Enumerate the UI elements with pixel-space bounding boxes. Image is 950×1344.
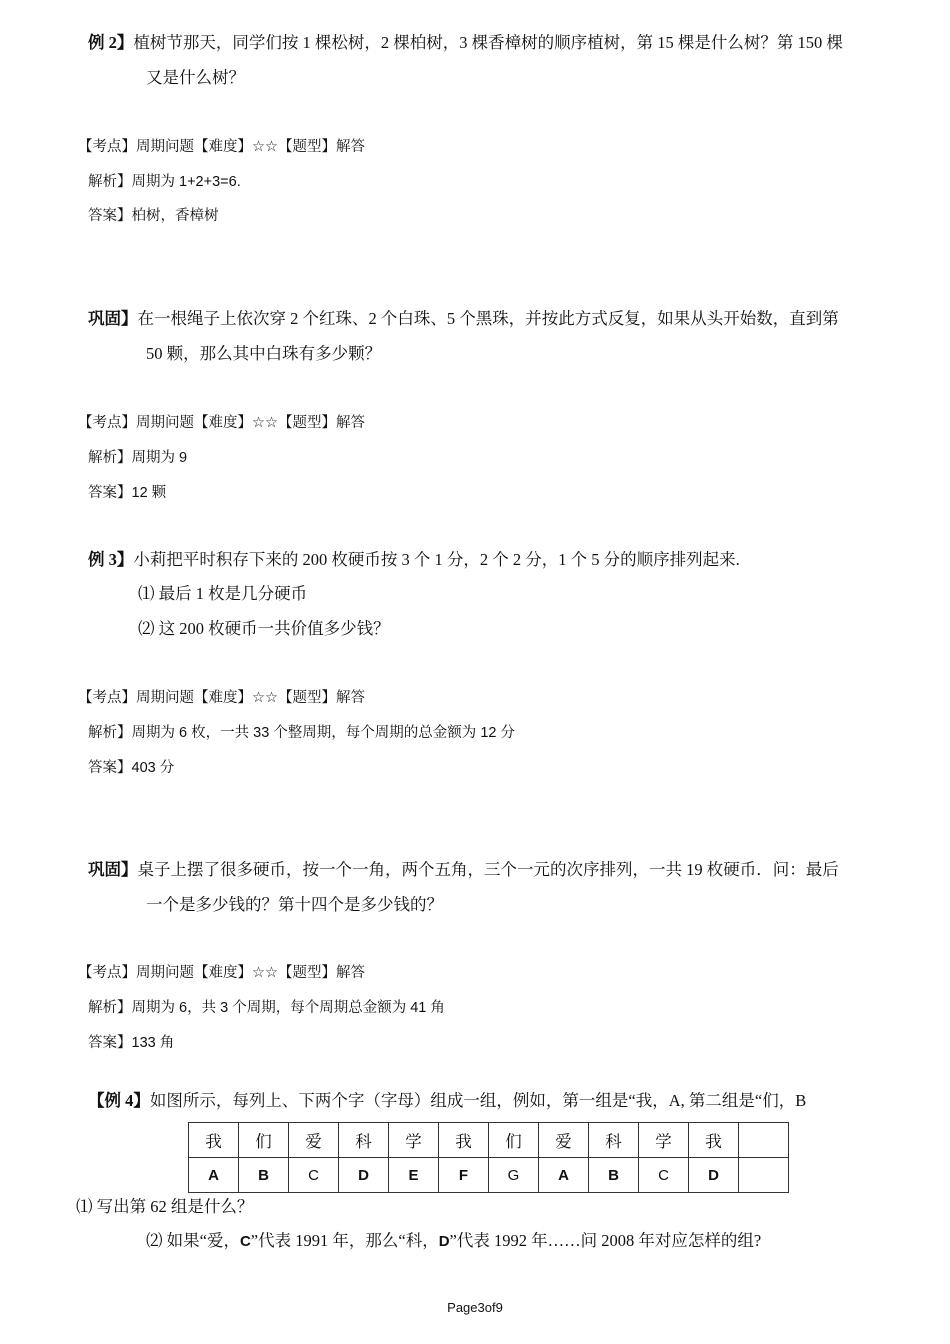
example-2-meta: 【考点】周期问题【难度】☆☆【题型】解答 (78, 139, 365, 155)
example-2-question-cont: 又是什么树？ (146, 68, 245, 87)
example-2-question: 例 2】植树节那天，同学们按 1 棵松树，2 棵柏树，3 棵香樟树的顺序植树，第 15 棵是什么树？第 150 棵 (88, 33, 843, 52)
example-4-subquestion-2: ⑵ 如果“爱，C”代表 1991 年，那么“科，D”代表 1992 年……问 2008 年对应怎样的组? (146, 1231, 762, 1250)
table-row-characters (189, 1123, 789, 1158)
consolidation-1-question: 巩固】在一根绳子上依次穿 2 个红珠、2 个白珠、5 个黑珠，并按此方式反复，如果从头开始数，直到第 (88, 309, 839, 328)
table-cell: F (439, 1158, 489, 1193)
table-cell (739, 1158, 789, 1193)
example-2-analysis: 解析】周期为 1+2+3=6. (88, 174, 241, 190)
table-cell: 我 (189, 1123, 239, 1158)
table-cell: B (589, 1158, 639, 1193)
example-4-question: 【例 4】如图所示，每列上、下两个字（字母）组成一组，例如，第一组是“我，A, 第二组是“们，B (88, 1091, 807, 1110)
character-letter-table (188, 1122, 789, 1193)
table-cell: 学 (639, 1123, 689, 1158)
table-cell (739, 1123, 789, 1158)
example-3-label: 例 3】 (88, 550, 134, 569)
table-cell: 学 (389, 1123, 439, 1158)
table-row-letters (189, 1158, 789, 1193)
table-cell: A (539, 1158, 589, 1193)
consolidation-1-meta: 【考点】周期问题【难度】☆☆【题型】解答 (78, 415, 365, 431)
consolidation-1-analysis: 解析】周期为 9 (88, 450, 188, 466)
consolidation-1-label: 巩固】 (88, 309, 138, 328)
table-cell: C (289, 1158, 339, 1193)
example-3-meta: 【考点】周期问题【难度】☆☆【题型】解答 (78, 690, 365, 706)
consolidation-2-label: 巩固】 (88, 860, 138, 879)
table-cell: 们 (489, 1123, 539, 1158)
consolidation-2-answer: 答案】133 角 (88, 1035, 175, 1051)
example-2-label: 例 2】 (88, 33, 134, 52)
table-cell: 爱 (539, 1123, 589, 1158)
consolidation-1-answer: 答案】12 颗 (88, 485, 167, 501)
example-3-analysis: 解析】周期为 6 枚，一共 33 个整周期，每个周期的总金额为 12 分 (88, 725, 515, 741)
table-cell: 科 (589, 1123, 639, 1158)
table-cell: 科 (339, 1123, 389, 1158)
page-number: Page3of9 (447, 1300, 503, 1315)
table-cell: 我 (439, 1123, 489, 1158)
consolidation-2-question: 巩固】桌子上摆了很多硬币，按一个一角，两个五角，三个一元的次序排列，一共 19 枚硬币．问：最后 (88, 860, 839, 879)
example-3-subquestion-2: ⑵ 这 200 枚硬币一共价值多少钱？ (138, 619, 390, 638)
table-cell: 们 (239, 1123, 289, 1158)
example-4-label: 【例 4】 (88, 1091, 150, 1110)
table-cell: C (639, 1158, 689, 1193)
table-cell: E (389, 1158, 439, 1193)
table-cell: D (339, 1158, 389, 1193)
consolidation-2-question-cont: 一个是多少钱的？第十四个是多少钱的？ (146, 895, 443, 914)
example-3-subquestion-1: ⑴ 最后 1 枚是几分硬币 (138, 584, 308, 603)
example-3-question: 例 3】小莉把平时积存下来的 200 枚硬币按 3 个 1 分，2 个 2 分，1 个 5 分的顺序排列起来. (88, 550, 740, 569)
table-cell: D (689, 1158, 739, 1193)
consolidation-2-meta: 【考点】周期问题【难度】☆☆【题型】解答 (78, 965, 365, 981)
table-cell: B (239, 1158, 289, 1193)
example-3-answer: 答案】403 分 (88, 760, 175, 776)
consolidation-2-analysis: 解析】周期为 6，共 3 个周期，每个周期总金额为 41 角 (88, 1000, 445, 1016)
consolidation-1-question-cont: 50 颗，那么其中白珠有多少颗？ (146, 344, 382, 363)
table-cell: 爱 (289, 1123, 339, 1158)
table-cell: G (489, 1158, 539, 1193)
example-2-answer: 答案】柏树，香樟树 (88, 208, 219, 224)
table-cell: 我 (689, 1123, 739, 1158)
table-cell: A (189, 1158, 239, 1193)
example-4-subquestion-1: ⑴ 写出第 62 组是什么？ (76, 1197, 254, 1216)
